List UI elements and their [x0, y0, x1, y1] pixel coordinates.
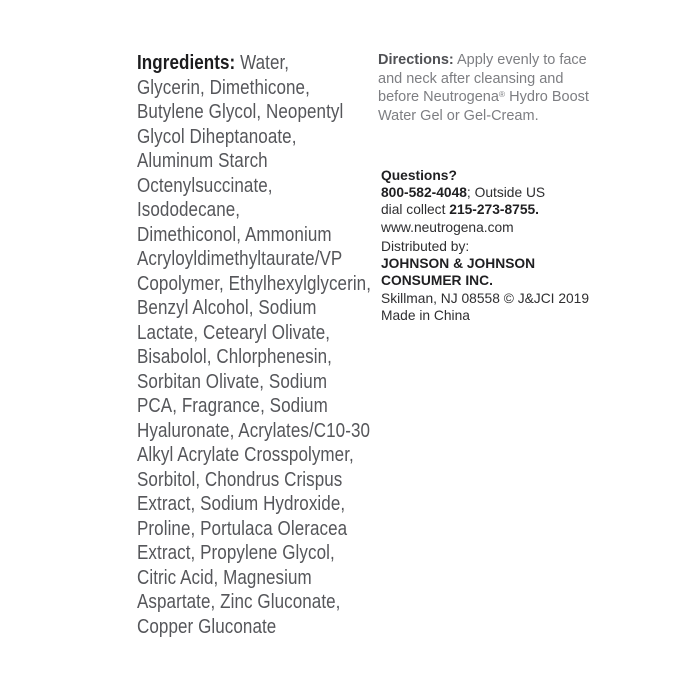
ingredients-line: Sorbitan Olivate, Sodium: [137, 370, 328, 393]
ingredients-line: Bisabolol, Chlorphenesin,: [137, 346, 332, 368]
ingredients-line: Octenylsuccinate,: [137, 174, 273, 197]
ingredients-line: Hyaluronate, Acrylates/C10-30: [137, 419, 371, 442]
distributor-section: [381, 238, 589, 324]
address-copyright-line: Skillman, NJ 08558 © J&JCI 2019: [381, 290, 590, 306]
ingredients-line: Butylene Glycol, Neopentyl: [137, 101, 344, 123]
phone-line-international: [381, 201, 545, 218]
ingredients-line: PCA, Fragrance, Sodium: [137, 395, 328, 417]
ingredients-line: Dimethiconol, Ammonium: [137, 223, 332, 246]
ingredients-first-line: [137, 51, 384, 76]
directions-text-start: Apply evenly to face and neck after cleansing and before Neutrogena: [378, 52, 587, 106]
ingredients-line: Glycol Diheptanoate,: [137, 125, 297, 148]
dial-collect-label: dial collect: [381, 202, 450, 218]
ingredients-line: Copolymer, Ethylhexylglycerin,: [137, 272, 372, 295]
distributed-by-label: Distributed by:: [381, 239, 470, 254]
ingredients-line: Aspartate, Zinc Gluconate,: [137, 591, 341, 613]
phone-number-international: 215-273-8755.: [449, 202, 540, 218]
ingredients-line: Glycerin, Dimethicone,: [137, 76, 310, 99]
ingredients-line: Alkyl Acrylate Crosspolymer,: [137, 444, 354, 466]
phone-us-suffix: ; Outside US: [466, 185, 546, 201]
phone-line-us: [381, 184, 545, 201]
questions-heading: Questions?: [381, 168, 457, 183]
ingredients-line: Copper Gluconate: [137, 615, 277, 638]
ingredients-line: Extract, Sodium Hydroxide,: [137, 493, 346, 515]
ingredients-section: [137, 51, 384, 639]
directions-section: [378, 51, 600, 125]
directions-text-end: Hydro Boost Water Gel or Gel-Cream.: [378, 89, 589, 124]
ingredients-line: Aluminum Starch: [137, 150, 268, 172]
ingredients-line: Acryloyldimethyltaurate/VP: [137, 248, 343, 270]
company-name-line2: CONSUMER INC.: [381, 273, 493, 289]
website-url: www.neutrogena.com: [381, 219, 514, 235]
ingredients-line: Lactate, Cetearyl Olivate,: [137, 321, 331, 344]
ingredients-list: [137, 76, 384, 640]
ingredients-line: Proline, Portulaca Oleracea: [137, 517, 348, 540]
registered-trademark-symbol: ®: [498, 89, 506, 100]
ingredients-line: Citric Acid, Magnesium: [137, 566, 312, 589]
ingredients-line: Isododecane,: [137, 199, 241, 221]
company-name-line1: JOHNSON & JOHNSON: [381, 256, 536, 272]
ingredients-line: Extract, Propylene Glycol,: [137, 542, 335, 564]
ingredients-line: Benzyl Alcohol, Sodium: [137, 297, 317, 319]
directions-heading: Directions:: [378, 52, 454, 68]
phone-number-us: 800-582-4048: [381, 185, 467, 201]
directions-paragraph: [378, 51, 600, 125]
ingredients-first-line-text: Water,: [235, 52, 290, 74]
ingredients-line: Sorbitol, Chondrus Crispus: [137, 468, 343, 491]
questions-section: [381, 167, 545, 236]
country-of-origin: Made in China: [381, 307, 470, 323]
ingredients-heading: Ingredients:: [137, 52, 236, 74]
